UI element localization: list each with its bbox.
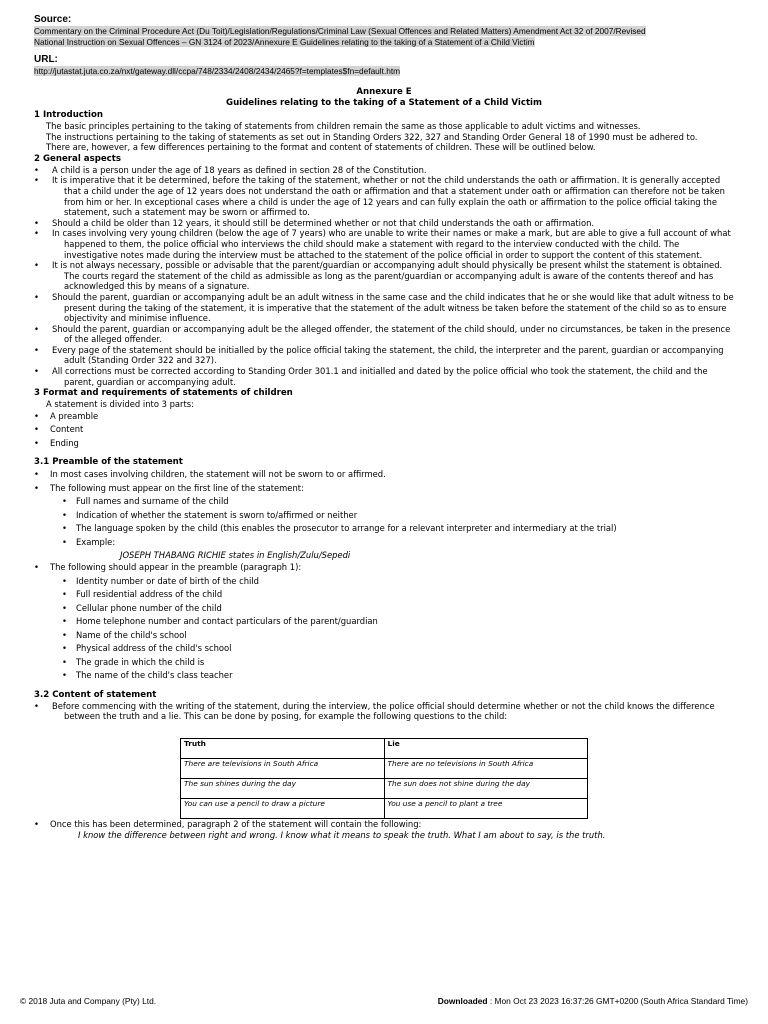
intro-paragraph: The instructions pertaining to the taking of statements as set out in Standing Orders 322, 327 and Standing Order General 18 of 1990 must be adhered to. — [46, 131, 698, 142]
list-item: • Should the parent, guardian or accompanying adult be the alleged offender, the statement of the child should, under no circumstances, be taken in the presence of the alleged offender. — [34, 324, 734, 345]
list-item: • A child is a person under the age of 18 years as defined in section 28 of the Constitution. — [34, 165, 734, 176]
intro-paragraph: There are, however, a few differences pertaining to the format and content of statements of children. These will be outlined below. — [46, 142, 596, 153]
statement-parts-list — [34, 410, 734, 451]
section-3-heading: 3 Format and requirements of statements of children — [34, 388, 293, 399]
copyright-text: © 2018 Juta and Company (Pty) Ltd. — [20, 996, 157, 1006]
document-body — [34, 109, 734, 840]
list-item: • Once this has been determined, paragraph 2 of the statement will contain the following: I know the difference between right and wrong. I know what it means to speak the truth. What I am about to say, is the truth. — [34, 819, 734, 840]
list-item: • In cases involving very young children (below the age of 7 years) who are unable to write their names or make a mark, but are able to give a full account of what happened to them, the police official who interviews the child should make a statement with regard to the interview conducted with the child. The investigative notes made during the interview must be attached to the statement of the police official in order to support the content of this statement. — [34, 228, 734, 260]
list-item: • Cellular phone number of the child — [56, 602, 734, 616]
list-item: • Should the parent, guardian or accompanying adult be an adult witness in the same case and the child indicates that he or she would like that adult witness to be present during the taking of the statement, it is imperative that the statement of the adult witness be taken before the statement of the child so as to ensure objectivity and minimise influence. — [34, 292, 734, 324]
list-item: • Identity number or date of birth of the child — [56, 575, 734, 589]
preamble-list — [34, 468, 734, 683]
list-item: • Every page of the statement should be initialled by the police official taking the statement, the child, the interpreter and the parent, guardian or accompanying adult (Standing Order 322 and 327). — [34, 345, 734, 366]
table-header-row — [181, 739, 588, 759]
list-item: • Name of the child's school — [56, 629, 734, 643]
section-3-2-heading: 3.2 Content of statement — [34, 689, 157, 700]
general-aspects-list — [34, 165, 734, 387]
list-item: • Example: — [56, 536, 734, 550]
annexure-title: Annexure E — [356, 87, 412, 97]
list-item: • Home telephone number and contact particulars of the parent/guardian — [56, 615, 734, 629]
paragraph-2-list — [34, 819, 734, 840]
truth-declaration: I know the difference between right and wrong. I know what it means to speak the truth. What I am about to say, is the truth. — [78, 829, 606, 840]
list-item: • Ending — [34, 437, 734, 451]
source-line-1: Commentary on the Criminal Procedure Act (Du Toit)/Legislation/Regulations/Criminal Law (Sexual Offences and Related Matters) Amendment Act 32 of 2007/Revised — [34, 26, 646, 36]
list-item: • The grade in which the child is — [56, 656, 734, 670]
section-3-1-heading: 3.1 Preamble of the statement — [34, 457, 183, 468]
list-item: • Should a child be older than 12 years, it should still be determined whether or not that child understands the oath or affirmation. — [34, 218, 734, 229]
document-page — [34, 14, 734, 840]
example-text: JOSEPH THABANG RICHIE states in English/Zulu/Sepedi — [120, 550, 351, 561]
table-cell: The sun does not shine during the day — [384, 779, 588, 799]
list-item: • Content — [34, 423, 734, 437]
source-citation — [34, 26, 734, 48]
url-label: URL: — [34, 54, 58, 65]
section-1-heading: 1 Introduction — [34, 110, 103, 120]
table-header-truth: Truth — [181, 739, 385, 759]
truth-lie-table — [180, 738, 588, 819]
list-item: • Physical address of the child's school — [56, 642, 734, 656]
intro-paragraph: The basic principles pertaining to the taking of statements from children remain the same as those applicable to adult victims and witnesses. — [46, 121, 641, 131]
url-link[interactable]: http://jutastat.juta.co.za/nxt/gateway.dll/ccpa/748/2334/2408/2434/2465?f=templates$fn=default.htm — [34, 66, 401, 76]
source-line-2: National Instruction on Sexual Offences – GN 3124 of 2023/Annexure E Guidelines relating to the taking of a Statement of a Child Victim — [34, 37, 535, 47]
table-cell: The sun shines during the day — [181, 779, 385, 799]
preamble-items-list — [52, 575, 734, 683]
section-3-intro: A statement is divided into 3 parts: — [46, 399, 194, 410]
table-cell: You use a pencil to plant a tree — [384, 799, 588, 819]
list-item: • The following should appear in the preamble (paragraph 1): • Identity number or date of birth of the child • Full residential address of the child • Cellular phone number of the child • Home telephone number and contact particulars of the parent/guardian • Name of the child's school • Physical address of the child's school • The grade in which the child is • The name of the child's class teacher — [34, 561, 734, 683]
list-item: • It is imperative that it be determined, before the taking of the statement, whether or not the child understands the oath or affirmation. It is generally accepted that a child under the age of 12 years does not understand the oath or affirmation and that a statement under oath or affirmation can therefore not be taken from him or her. In exceptional cases where a child is under the age of 12 years and can fully explain the oath or affirmation to the police official taking the statement, such a statement may be sworn or affirmed to. — [34, 175, 734, 217]
url-text[interactable] — [34, 66, 734, 77]
table-cell: There are televisions in South Africa — [181, 759, 385, 779]
downloaded-label: Downloaded — [437, 996, 488, 1006]
table-row — [181, 759, 588, 779]
table-cell: You can use a pencil to draw a picture — [181, 799, 385, 819]
table-row — [181, 799, 588, 819]
first-line-list — [52, 495, 734, 549]
section-2-heading: 2 General aspects — [34, 153, 121, 164]
table-header-lie: Lie — [384, 739, 588, 759]
content-list — [34, 701, 734, 722]
list-item: • In most cases involving children, the statement will not be sworn to or affirmed. — [34, 468, 734, 482]
list-item: • Full residential address of the child — [56, 588, 734, 602]
downloaded-value: : Mon Oct 23 2023 16:37:26 GMT+0200 (South Africa Standard Time) — [487, 996, 748, 1006]
list-item: • All corrections must be corrected according to Standing Order 301.1 and initialled and dated by the police official who took the statement, the child and the parent, guardian or accompanying adult. — [34, 366, 734, 387]
list-item: • The language spoken by the child (this enables the prosecutor to arrange for a relevant interpreter and intermediary at the trial) — [56, 522, 734, 536]
list-item: • The following must appear on the first line of the statement: • Full names and surname of the child • Indication of whether the statement is sworn to/affirmed or neither • The language spoken by the child (this enables the prosecutor to arrange for a relevant interpreter and intermediary at the trial) • Example: JOSEPH THABANG RICHIE states in English/Zulu/Sepedi — [34, 482, 734, 562]
list-item: • Indication of whether the statement is sworn to/affirmed or neither — [56, 509, 734, 523]
download-info — [438, 996, 748, 1006]
list-item: • A preamble — [34, 410, 734, 424]
list-item: • Full names and surname of the child — [56, 495, 734, 509]
table-cell: There are no televisions in South Africa — [384, 759, 588, 779]
list-item: • Before commencing with the writing of the statement, during the interview, the police official should determine whether or not the child knows the difference between the truth and a lie. This can be done by posing, for example the following questions to the child: — [34, 701, 734, 722]
document-title: Guidelines relating to the taking of a Statement of a Child Victim — [226, 98, 542, 108]
list-item: • The name of the child's class teacher — [56, 669, 734, 683]
source-label: Source: — [34, 14, 72, 25]
list-item: • It is not always necessary, possible or advisable that the parent/guardian or accompanying adult should physically be present whilst the statement is obtained. The courts regard the statement of the child as admissible as long as the parent/guardian or accompanying adult is aware of the contents thereof and has acknowledged this by means of a signature. — [34, 260, 734, 292]
table-row — [181, 779, 588, 799]
